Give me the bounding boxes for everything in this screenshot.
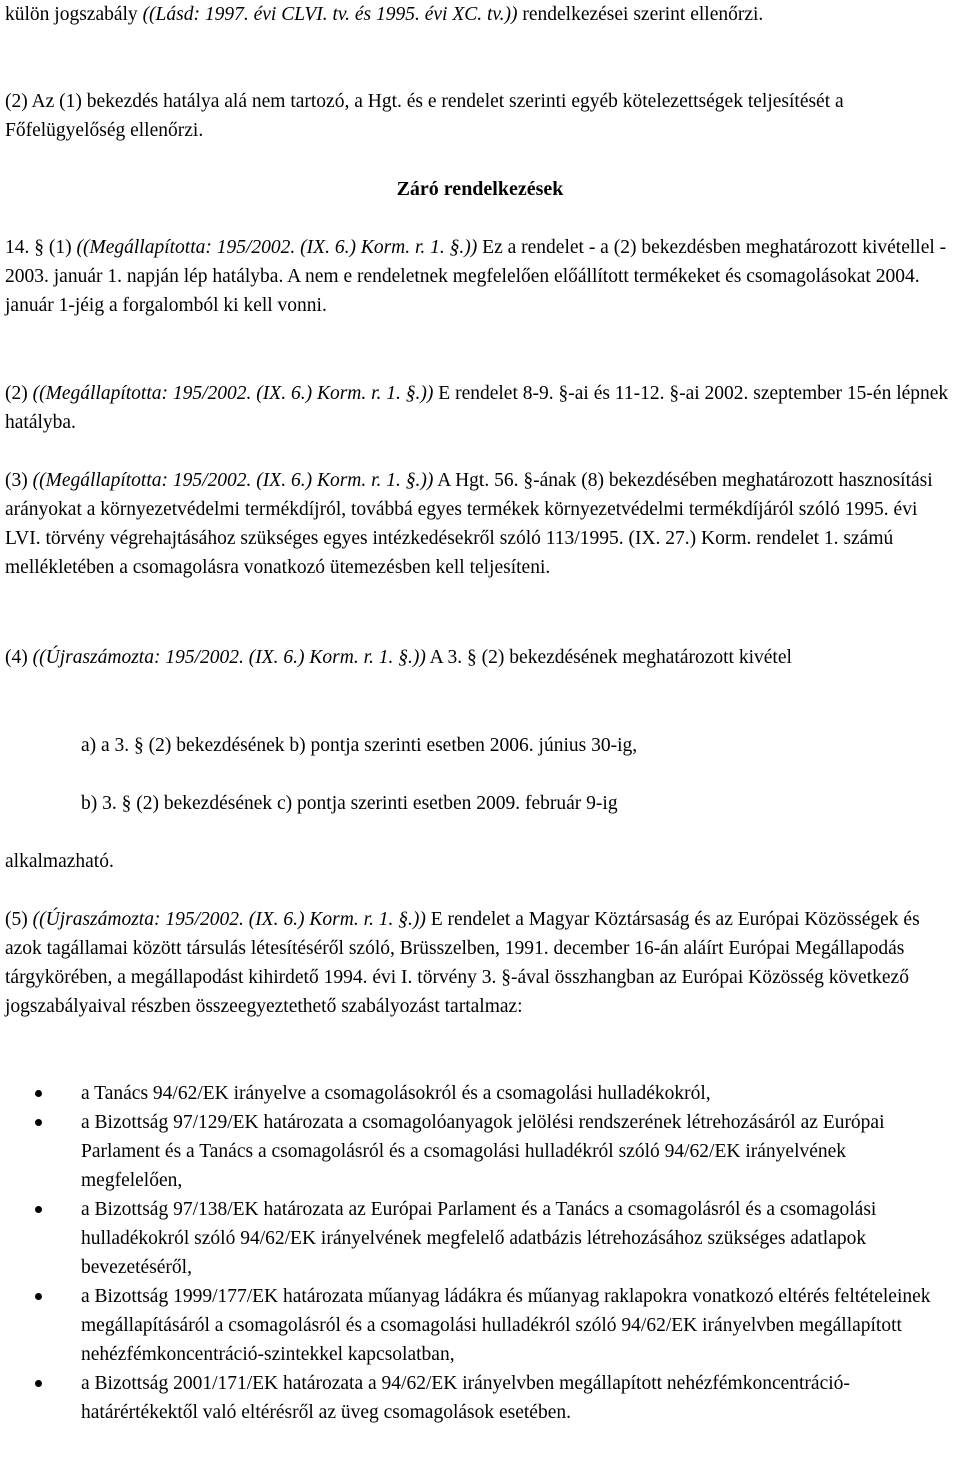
amendment-note: ((Újraszámozta: 195/2002. (IX. 6.) Korm. r. 1. §.)) [32,647,426,668]
legislation-list [0,1079,960,1427]
paragraph-intro [5,0,957,29]
paragraph-14-4 [5,643,957,672]
exception-item-b: b) 3. § (2) bekezdésének c) pontja szerinti esetben 2009. február 9-ig [81,793,618,814]
bullet-icon [35,1119,42,1126]
paragraph-2: (2) Az (1) bekezdés hatálya alá nem tartozó, a Hgt. és e rendelet szerinti egyéb kötelezettségek teljesítését a Főfelügyelőség ellenőrzi. [5,91,844,141]
paragraph-14-5 [5,905,957,1021]
paragraph-14-2 [5,379,957,437]
amendment-note: ((Megállapította: 195/2002. (IX. 6.) Korm. r. 1. §.)) [32,383,434,404]
bullet-icon [35,1090,42,1097]
amendment-note: ((Megállapította: 195/2002. (IX. 6.) Korm. r. 1. §.)) [32,470,434,491]
amendment-note: ((Megállapította: 195/2002. (IX. 6.) Korm. r. 1. §.)) [76,237,478,258]
text: A 3. § (2) bekezdésének meghatározott kivétel [425,647,792,668]
section-heading: Záró rendelkezések [396,178,564,200]
text: E rendelet a Magyar Köztársaság és az Európai Közösségek és azok tagállamai között társulás létesítéséről szóló, Brüsszelben, 1991. december 16-án aláírt Európai Megállapodás tárgykörében, a megállapodást kihirdető 1994. évi I. törvény 3. §-ával összhangban az Európai Közösség következő jogszabályaival részben összeegyeztethető szabályozást tartalmaz: [5,909,920,1017]
list-item [0,1108,960,1195]
text: (2) [5,383,33,404]
amendment-note: ((Lásd: 1997. évi CLVI. tv. és 1995. évi XC. tv.)) [142,4,518,25]
exception-item-a: a) a 3. § (2) bekezdésének b) pontja szerinti esetben 2006. június 30-ig, [81,735,638,756]
paragraph-closing-word: alkalmazható. [5,851,114,872]
text: 14. § (1) [5,237,77,258]
list-item-text: a Bizottság 1999/177/EK határozata műanyag ládákra és műanyag raklapokra vonatkozó eltérés feltételeinek megállapításáról a csomagolásról és a csomagolási hulladékról szóló 94/62/EK irányelvben megállapított nehézfémkoncentráció-szintekkel kapcsolatban, [81,1286,931,1365]
list-item [0,1079,960,1108]
amendment-note: ((Újraszámozta: 195/2002. (IX. 6.) Korm. r. 1. §.)) [32,909,426,930]
list-item [0,1282,960,1369]
list-item-text: a Bizottság 2001/171/EK határozata a 94/62/EK irányelvben megállapított nehézfémkoncentráció-határértékektől való eltérésről az üveg csomagolások esetében. [81,1373,850,1423]
list-item [0,1195,960,1282]
list-item [0,1369,960,1427]
bullet-icon [35,1380,42,1387]
paragraph-14-1 [5,233,957,320]
list-item-text: a Bizottság 97/129/EK határozata a csomagolóanyagok jelölési rendszerének létrehozásáról az Európai Parlament és a Tanács a csomagolásról és a csomagolási hulladékról szóló 94/62/EK irányelvének megfelelően, [81,1112,885,1191]
paragraph-14-3 [5,466,957,582]
text: (5) [5,909,33,930]
text: rendelkezései szerint ellenőrzi. [517,4,764,25]
text: Ez a rendelet - a (2) bekezdésben meghatározott kivétellel - 2003. január 1. napján lép hatályba. A nem e rendeletnek megfelelően előállított termékeket és csomagolásokat 2004. január 1-jéig a forgalomból ki kell vonni. [5,237,947,316]
bullet-icon [35,1293,42,1300]
list-item-text: a Bizottság 97/138/EK határozata az Európai Parlament és a Tanács a csomagolásról és a csomagolási hulladékokról szóló 94/62/EK irányelvének megfelelő adatbázis létrehozásához szükséges adatlapok bevezetéséről, [81,1199,877,1278]
text: (4) [5,647,33,668]
bullet-icon [35,1206,42,1213]
text: E rendelet 8-9. §-ai és 11-12. §-ai 2002. szeptember 15-én lépnek hatályba. [5,383,949,433]
text: (3) [5,470,33,491]
text: külön jogszabály [5,4,143,25]
text: A Hgt. 56. §-ának (8) bekezdésében meghatározott hasznosítási arányokat a környezetvédelmi termékdíjról, továbbá egyes termékek környezetvédelmi termékdíjáról szóló 1995. évi LVI. törvény végrehajtásához szükséges egyes intézkedésekről szóló 113/1995. (IX. 27.) Korm. rendelet 1. számú mellékletében a csomagolásra vonatkozó ütemezésben kell teljesíteni. [5,470,933,578]
list-item-text: a Tanács 94/62/EK irányelve a csomagolásokról és a csomagolási hulladékokról, [81,1083,711,1104]
